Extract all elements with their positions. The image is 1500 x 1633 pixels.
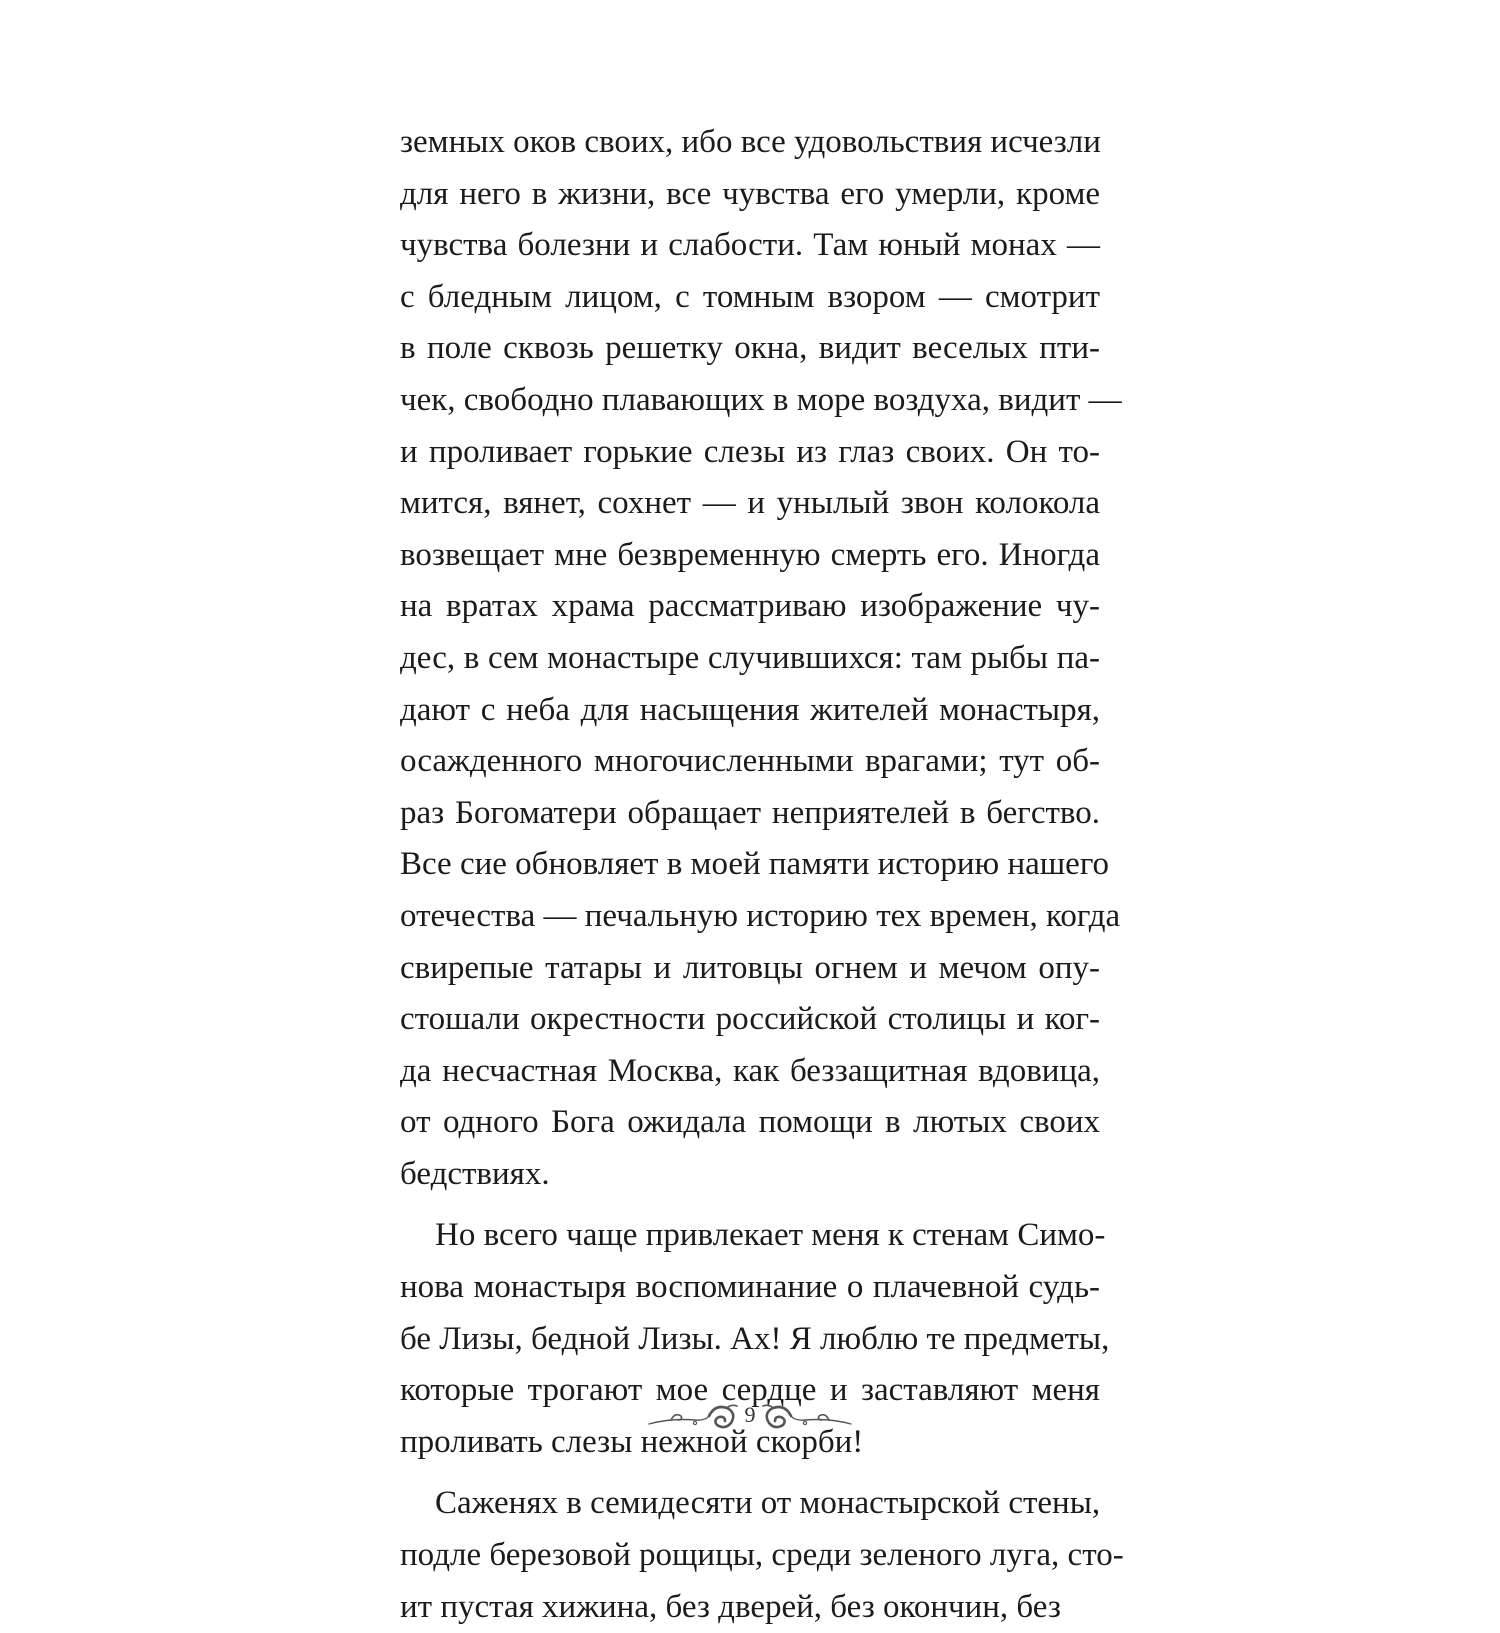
text-line: подле березовой рощицы, среди зеленого луга, сто-	[400, 1537, 1124, 1574]
text-line: отечества — печальную историю тех времен, когда	[400, 897, 1121, 934]
paragraph-gap	[400, 1468, 1100, 1478]
text-line: бе Лизы, бедной Лизы. Ах! Я люблю те предметы,	[400, 1320, 1110, 1357]
text-line: которые трогают мое сердце и заставляют меня	[400, 1372, 1100, 1409]
text-line: дают с неба для насыщения жителей монастыря,	[400, 691, 1100, 728]
text-line: и проливает горькие слезы из глаз своих. Он то-	[400, 433, 1100, 470]
text-line: возвещает мне безвременную смерть его. Иногда	[400, 536, 1100, 573]
text-line: свирепые татары и литовцы огнем и мечом опу-	[400, 949, 1100, 986]
text-line: чувства болезни и слабости. Там юный монах —	[400, 227, 1100, 264]
text-line: для него в жизни, все чувства его умерли, кроме	[400, 175, 1100, 212]
text-line: Все сие обновляет в моей памяти историю нашего	[400, 846, 1110, 883]
text-line: от одного Бога ожидала помощи в лютых своих	[400, 1104, 1100, 1141]
text-line: проливать слезы нежной скорби!	[400, 1423, 864, 1460]
text-line: стошали окрестности российской столицы и ког-	[400, 1001, 1100, 1038]
text-line: осажденного многочисленными врагами; тут об-	[400, 743, 1100, 780]
page-footer	[645, 1398, 855, 1438]
text-line: чек, свободно плавающих в море воздуха, видит —	[400, 381, 1122, 418]
text-line: на вратах храма рассматриваю изображение чу-	[400, 588, 1100, 625]
text-line: дес, в сем монастыре случившихся: там рыбы па-	[400, 639, 1100, 676]
text-line: раз Богоматери обращает неприятелей в бегство.	[400, 794, 1100, 831]
text-line: ит пустая хижина, без дверей, без окончин, без	[400, 1588, 1061, 1625]
text-line: бедствиях.	[400, 1155, 550, 1192]
text-line: нова монастыря воспоминание о плачевной судь-	[400, 1269, 1100, 1306]
text-line: с бледным лицом, с томным взором — смотрит	[400, 278, 1100, 315]
text-line: да несчастная Москва, как беззащитная вдовица,	[400, 1052, 1100, 1089]
text-line: Но всего чаще привлекает меня к стенам Симо-	[435, 1217, 1106, 1254]
paragraph	[400, 1478, 1124, 1633]
text-line: Саженях в семидесяти от монастырской стены,	[435, 1485, 1101, 1522]
text-line: мится, вянет, сохнет — и унылый звон колокола	[400, 485, 1100, 522]
text-line: в поле сквозь решетку окна, видит веселых пти-	[400, 330, 1100, 367]
text-line: земных оков своих, ибо все удовольствия исчезли	[400, 124, 1101, 160]
paragraph-gap	[400, 1200, 1100, 1210]
page-number: 9	[744, 1402, 756, 1427]
paragraph	[400, 117, 1122, 1200]
